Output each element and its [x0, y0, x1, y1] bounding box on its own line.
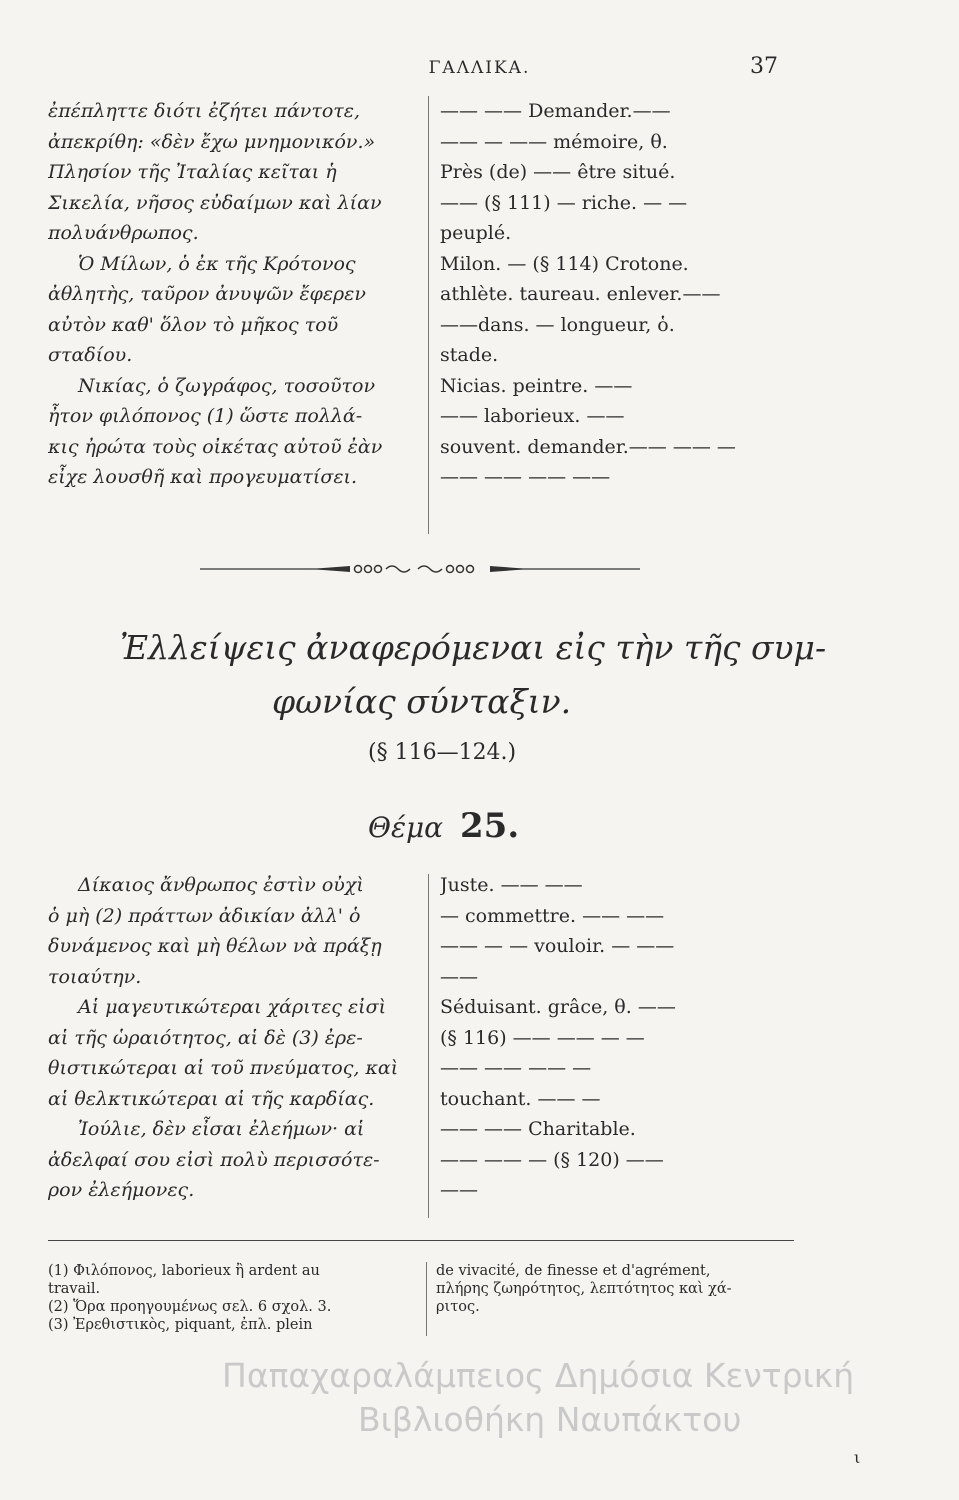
text-line: —— — —— mémoire, θ.: [440, 130, 668, 153]
text-line: —— (§ 111) — riche. — —: [440, 191, 688, 214]
text-line: —— laborieux. ——: [440, 405, 625, 427]
text-line: Milon. — (§ 114) Crotone.: [440, 252, 689, 275]
text-line: εἶχε λουσθῆ καὶ προγευματίσει.: [48, 466, 358, 488]
text-line: αὐτὸν καθ' ὅλον τὸ μῆκος τοῦ: [48, 313, 339, 336]
footnote-line: (2) Ὅρα προηγουμένως σελ. 6 σχολ. 3.: [48, 1299, 332, 1315]
text-line: σταδίου.: [48, 344, 133, 366]
text-line: athlète. taureau. enlever.——: [440, 283, 721, 305]
text-line: ὁ μὴ (2) πράττων ἀδικίαν ἀλλ' ὁ: [48, 904, 361, 927]
theme-heading: [368, 806, 519, 846]
text-line: — commettre. —— ——: [440, 904, 665, 927]
text-line: Ἰούλιε, δὲν εἶσαι ἐλεήμων· αἱ: [78, 1118, 365, 1140]
text-line: ἐπέπληττε διότι ἐζήτει πάντοτε,: [48, 100, 361, 122]
text-line: ——dans. — longueur, ὁ.: [440, 313, 675, 336]
footnotes-right: [436, 1262, 816, 1316]
footnote-line: travail.: [48, 1281, 101, 1297]
text-line: Πλησίον τῆς Ἰταλίας κεῖται ἡ: [48, 161, 337, 183]
ornamental-rule: [200, 562, 640, 576]
text-line: Près (de) —— être situé.: [440, 161, 676, 183]
footnote-line: (3) Ἐρεθιστικὸς, piquant, ἐπλ. plein: [48, 1317, 313, 1333]
text-line: Ὁ Μίλων, ὁ ἐκ τῆς Κρότονος: [78, 252, 356, 275]
text-line: δυνάμενος καὶ μὴ θέλων νὰ πράξῃ: [48, 935, 382, 957]
footnotes-left: [48, 1262, 420, 1334]
text-line: peuplé.: [440, 222, 512, 244]
text-line: ἀπεκρίθη: «δὲν ἔχω μνημονικόν.»: [48, 130, 376, 153]
footnote-divider: [426, 1262, 427, 1336]
section-reference: (§ 116—124.): [368, 740, 517, 765]
library-watermark-line-2: Βιβλιοθήκη Ναυπάκτου: [358, 1400, 742, 1439]
footnote-line: de vivacité, de finesse et d'agrément,: [436, 1263, 711, 1279]
text-line: ἀθλητὴς, ταῦρον ἀνυψῶν ἔφερεν: [48, 283, 366, 305]
text-line: —— —— —— ——: [440, 466, 611, 488]
text-line: Séduisant. grâce, θ. ——: [440, 996, 676, 1018]
text-line: ρον ἐλεήμονες.: [48, 1179, 195, 1201]
footnote-line: ριτος.: [436, 1299, 480, 1315]
section-title-line-2: φωνίας σύνταξιν.: [272, 682, 572, 721]
text-line: Juste. —— ——: [440, 874, 583, 896]
text-line: αἱ τῆς ὡραιότητος, αἱ δὲ (3) ἐρε-: [48, 1026, 363, 1049]
text-line: αἱ θελκτικώτεραι αἱ τῆς καρδίας.: [48, 1087, 375, 1110]
footnote-rule: [48, 1240, 794, 1241]
text-line: Αἱ μαγευτικώτεραι χάριτες εἰσὶ: [78, 996, 387, 1018]
text-line: θιστικώτεραι αἱ τοῦ πνεύματος, καὶ: [48, 1057, 399, 1079]
footnote-line: (1) Φιλόπονος, laborieux ἢ ardent au: [48, 1263, 320, 1279]
section-title-line-1: Ἐλλείψεις ἀναφερόμεναι εἰς τὴν τῆς συμ-: [120, 628, 827, 667]
text-line: τοιαύτην.: [48, 965, 142, 988]
text-line: ——: [440, 965, 478, 988]
text-line: κις ἠρώτα τοὺς οἰκέτας αὐτοῦ ἐὰν: [48, 435, 383, 458]
text-line: Nicias. peintre. ——: [440, 374, 633, 397]
page-number: 37: [750, 54, 778, 79]
text-line: Νικίας, ὁ ζωγράφος, τοσοῦτον: [78, 374, 376, 397]
text-line: —— —— —— —: [440, 1057, 592, 1079]
text-line: touchant. —— —: [440, 1087, 601, 1110]
column-divider: [428, 96, 429, 534]
top-french-column: [440, 96, 820, 493]
library-watermark-line-1: Παπαχαραλάμπειος Δημόσια Κεντρική: [222, 1356, 855, 1395]
footnote-line: πλήρης ζωηρότητος, λεπτότητος καὶ χά-: [436, 1281, 732, 1297]
margin-mark: ι: [854, 1448, 861, 1467]
theme-word: Θέμα: [368, 811, 444, 844]
text-line: Σικελία, νῆσος εὐδαίμων καὶ λίαν: [48, 191, 382, 214]
text-line: —— —— Charitable.: [440, 1118, 636, 1140]
top-greek-column: [48, 96, 426, 493]
text-line: —— —— Demander.——: [440, 100, 671, 122]
bottom-french-column: [440, 870, 820, 1206]
bottom-greek-column: [48, 870, 426, 1206]
text-line: —— —— — (§ 120) ——: [440, 1148, 664, 1171]
text-line: stade.: [440, 344, 499, 366]
text-line: πολυάνθρωπος.: [48, 222, 199, 244]
column-divider: [428, 874, 429, 1218]
text-line: ——: [440, 1179, 478, 1201]
text-line: ἦτον φιλόπονος (1) ὥστε πολλά-: [48, 405, 363, 427]
text-line: —— — — vouloir. — ——: [440, 935, 675, 957]
text-line: (§ 116) —— —— — —: [440, 1026, 645, 1049]
theme-number: 25.: [460, 806, 520, 846]
text-line: souvent. demander.—— —— —: [440, 435, 736, 458]
text-line: Δίκαιος ἄνθρωπος ἐστὶν οὐχὶ: [78, 874, 364, 896]
running-head: ΓΑΛΛΙΚΑ.: [428, 58, 531, 78]
text-line: ἀδελφαί σου εἰσὶ πολὺ περισσότε-: [48, 1148, 380, 1171]
